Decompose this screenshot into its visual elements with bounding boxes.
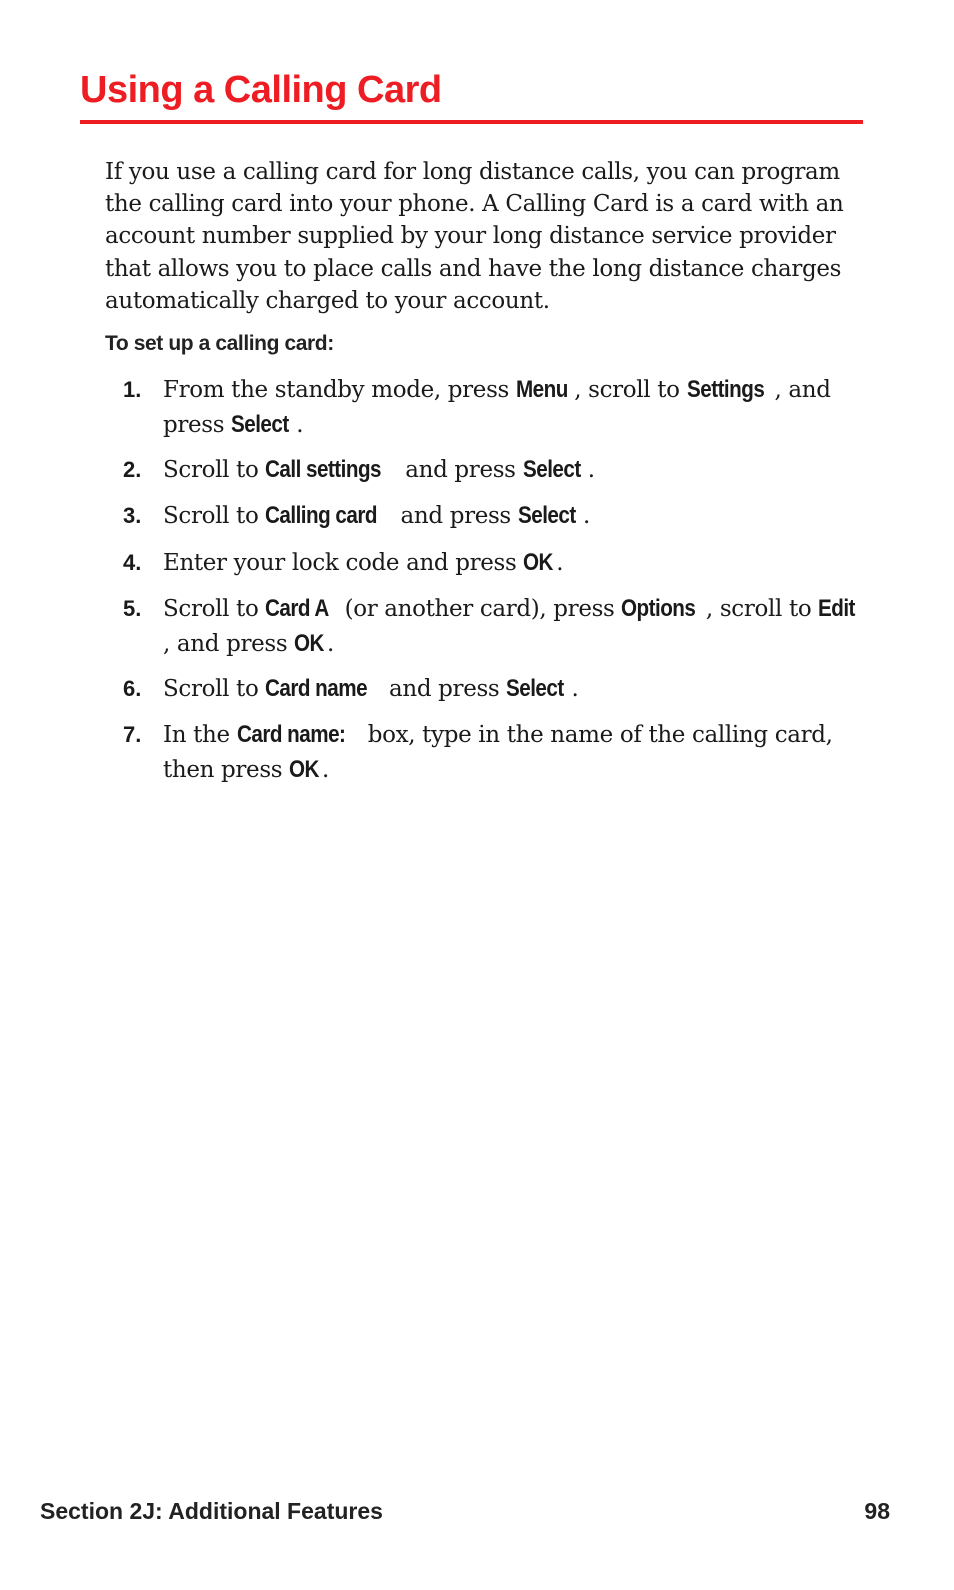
step-keyword: OK — [523, 549, 554, 576]
step-text-run: . — [556, 550, 564, 576]
step-text — [163, 672, 863, 707]
step-text-run: Enter your lock code and press — [163, 550, 524, 576]
step-keyword: Settings — [686, 376, 764, 403]
step-number: 4. — [123, 550, 142, 575]
step-text-run: . — [582, 503, 590, 529]
step-text-run: box, type in the name of the calling card, then press — [163, 722, 833, 783]
step-keyword: OK — [289, 755, 320, 783]
step-keyword: Card name — [265, 675, 368, 702]
step-number: 5. — [123, 596, 142, 621]
step-text-run: . — [327, 630, 335, 657]
step-keyword: Call settings — [265, 456, 382, 483]
step-number: 1. — [123, 377, 142, 402]
step-text-run: . — [571, 676, 579, 702]
step-keyword: Select — [506, 675, 565, 702]
step-text-run: . — [587, 457, 595, 483]
step-text-run: and press — [398, 457, 523, 483]
step-keyword: Edit — [818, 595, 856, 622]
step-text — [163, 718, 863, 787]
step-keyword: Menu — [515, 376, 568, 403]
step-text-run: , scroll to — [705, 596, 819, 622]
step-text-run: , scroll to — [574, 377, 687, 403]
footer-section: Section 2J: Additional Features — [40, 1498, 383, 1524]
intro-paragraph: If you use a calling card for long distance calls, you can program the calling card into your phone. A Calling Card is a card with an account number supplied by your long distance service provider that allows you to place calls and have the long distance charges automatically charged to your account. — [105, 159, 844, 314]
step-text — [163, 546, 863, 581]
step-text-run: and press — [393, 503, 518, 529]
procedure-heading: To set up a calling card: — [105, 332, 334, 355]
step-text-run: (or another card), press — [337, 596, 622, 622]
step-number: 6. — [123, 676, 142, 701]
step-keyword: Select — [517, 502, 576, 529]
step-text-run: Scroll to — [163, 457, 266, 483]
step-text — [163, 592, 863, 661]
step-text-run: In the — [163, 722, 237, 748]
step-number: 7. — [123, 722, 142, 747]
step-text-run: and press — [382, 676, 507, 702]
page-title: Using a Calling Card — [80, 69, 442, 111]
title-rule — [80, 120, 863, 124]
step-number: 2. — [123, 457, 142, 482]
step-keyword: Select — [522, 456, 581, 483]
step-keyword: Card name: — [236, 721, 346, 748]
step-text-run: Scroll to — [163, 596, 266, 622]
step-text-run: , and press — [163, 377, 831, 438]
step-text — [163, 499, 863, 534]
step-text-run: . — [296, 411, 304, 438]
step-keyword: Calling card — [265, 502, 378, 529]
step-text-run: . — [322, 756, 329, 783]
step-keyword: Select — [231, 410, 289, 438]
step-keyword: Card A — [265, 595, 330, 622]
step-text-run: , and press — [163, 630, 295, 657]
step-text — [163, 453, 863, 488]
page-number: 98 — [864, 1498, 890, 1524]
step-text-run: Scroll to — [163, 676, 266, 702]
step-keyword: Options — [621, 595, 696, 622]
step-keyword: OK — [294, 629, 325, 657]
step-text-run: From the standby mode, press — [163, 377, 516, 403]
step-number: 3. — [123, 503, 142, 528]
step-text — [163, 373, 863, 442]
step-text-run: Scroll to — [163, 503, 266, 529]
